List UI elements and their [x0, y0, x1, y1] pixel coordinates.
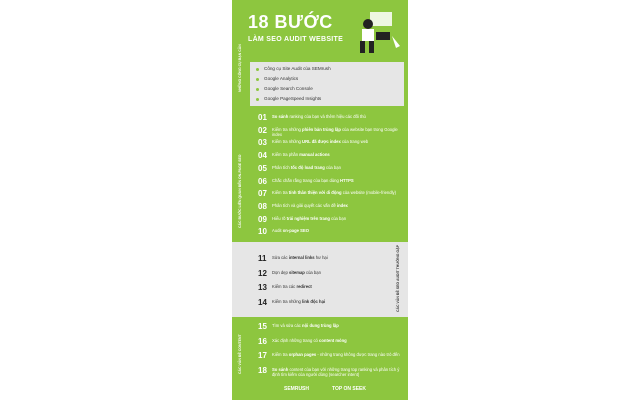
- bullet-icon: [256, 98, 259, 101]
- onpage-section: [232, 108, 408, 240]
- step-number: 14: [258, 297, 267, 307]
- bullet-icon: [256, 78, 259, 81]
- infographic: [232, 0, 408, 400]
- step-text: Kiểm tra những link độc hại: [272, 298, 326, 304]
- step-text: Dọn dẹp sitemap của bạn: [272, 269, 321, 275]
- step-number: 10: [258, 227, 267, 237]
- step-text: Kiểm tra orphan pages - những trang không được trang nào trỏ đến: [272, 352, 400, 357]
- step-number: 02: [258, 125, 267, 135]
- bullet-icon: [256, 68, 259, 71]
- step-text: So sánh ranking của bạn và thêm hiệu các đối thủ: [272, 114, 366, 119]
- step-number: 03: [258, 138, 267, 148]
- step-number: 16: [258, 336, 267, 346]
- step-number: 18: [258, 365, 267, 375]
- step-number: 15: [258, 322, 267, 331]
- step-number: 11: [258, 254, 267, 263]
- tools-box: [250, 62, 404, 106]
- step-number: 12: [258, 268, 267, 278]
- step-number: 05: [258, 163, 267, 173]
- step-text: Phân tích và giải quyết các vấn đề index: [272, 202, 348, 208]
- tool-item: Google Search Console: [264, 86, 313, 91]
- content-section-label: CÁC VẤN ĐỀ CONTENT: [238, 334, 242, 374]
- step-text: So sánh content của bạn với những trang top ranking và phân tích ý định tìm kiếm của người dùng (searcher intent): [272, 366, 400, 377]
- content-section: [232, 318, 408, 382]
- step-number: 09: [258, 214, 267, 224]
- onpage-section-label: CÁC BƯỚC LIÊN QUAN ĐẾN ON-PAGE SEO: [238, 154, 242, 228]
- bullet-icon: [256, 88, 259, 91]
- tool-item: Google Analytics: [264, 76, 299, 81]
- step-text: Kiểm tra những phiên bản trùng lặp của website bạn trong Google index: [272, 126, 398, 137]
- step-text: Sửa các internal links hư hại: [272, 255, 328, 260]
- tool-item: Google PageSpeed Insights: [264, 96, 322, 101]
- step-number: 13: [258, 283, 267, 292]
- offpage-section: [232, 242, 408, 317]
- step-text: Audit on-page SEO: [272, 228, 310, 234]
- step-text: Chắc chắn rằng trang của bạn dùng HTTPS: [272, 177, 354, 183]
- tools-section: [232, 44, 408, 108]
- tools-section-label: NHỮNG CÔNG CỤ BẠN CẦN: [238, 44, 242, 92]
- offpage-section-label: CÁC VẤN ĐỀ SEO AUDIT THƯỜNG GẶP: [396, 244, 400, 312]
- step-text: Hiểu rõ trải nghiệm trên trang của bạn: [272, 215, 347, 221]
- toponseek-logo: TOP ON SEEK: [332, 386, 366, 392]
- step-number: 06: [258, 176, 267, 186]
- subtitle: LÀM SEO AUDIT WEBSITE: [248, 36, 344, 43]
- tool-item: Công cụ Site Audit của SEMrush: [264, 66, 331, 71]
- step-number: 08: [258, 201, 267, 211]
- title: 18 BƯỚC: [248, 12, 333, 32]
- step-text: Phân tích tốc độ load trang của bạn: [272, 164, 341, 170]
- step-text: Kiểm tra tính thân thiện với di động của website (mobile-friendly): [272, 190, 396, 196]
- step-number: 17: [258, 351, 267, 360]
- step-text: Xác định những trang có content mỏng: [272, 337, 347, 343]
- step-text: Kiểm tra phần manual actions: [272, 152, 330, 158]
- step-text: Kiểm tra những URL đã được index của trang web: [272, 139, 369, 145]
- step-number: 01: [258, 113, 267, 122]
- step-text: Kiểm tra các redirect: [272, 284, 312, 289]
- step-number: 07: [258, 189, 267, 199]
- person-laptop-illustration: [352, 6, 404, 56]
- semrush-logo: SEMRUSH: [284, 386, 310, 392]
- step-number: 04: [258, 151, 267, 161]
- step-text: Tìm và sửa các nội dung trùng lặp: [272, 323, 339, 328]
- footer: [232, 382, 408, 400]
- header: [232, 0, 408, 60]
